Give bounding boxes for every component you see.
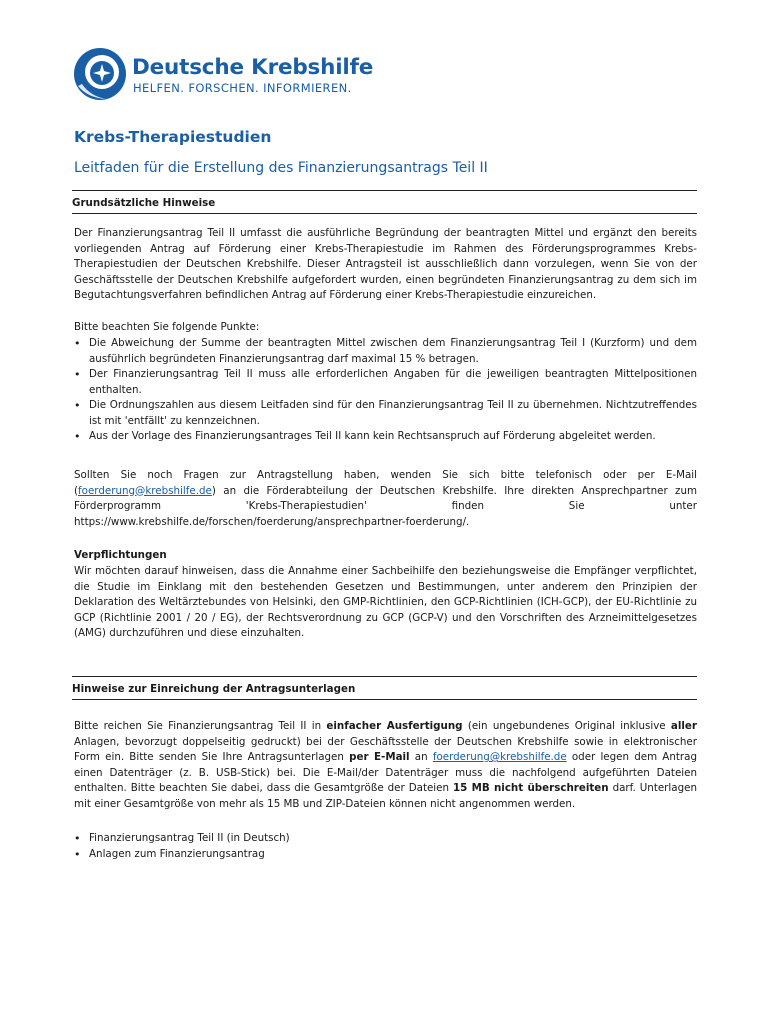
files-list (74, 831, 697, 862)
list-item: • Anlagen zum Finanzierungsantrag (74, 847, 697, 863)
contact-text-before: Sollten Sie noch Fragen zur Antragstellung haben, wenden Sie sich bitte telefonisch oder per E-Mail ( (74, 469, 697, 497)
section-heading-general: Grundsätzliche Hinweise (72, 190, 697, 214)
submission-emphasis-email: per E-Mail (349, 751, 410, 763)
logo (72, 46, 374, 102)
submission-text: an (409, 751, 433, 763)
list-item: • Finanzierungsantrag Teil II (in Deutsch) (74, 831, 697, 847)
logo-tagline: HELFEN. FORSCHEN. INFORMIEREN. (133, 81, 352, 95)
intro-paragraph: Der Finanzierungsantrag Teil II umfasst die ausführliche Begründung der beantragten Mittel und ergänzt den bereits vorliegenden Antrag auf Förderung einer Krebs-Therapiestudie im Rahmen des Förderungsprogrammes Krebs-Therapiestudien der Deutschen Krebshilfe. Dieser Antragsteil ist ausschließlich dann vorzulegen, wenn Sie von der Geschäftsstelle der Deutschen Krebshilfe aufgefordert wurden, einen begründeten Finanzierungsantrag zu dem sich im Begutachtungsverfahren befindlichen Antrag auf Förderung einer Krebs-Therapiestudie einzureichen. (74, 227, 697, 301)
page-subtitle: Leitfaden für die Erstellung des Finanzierungsantrags Teil II (74, 160, 488, 176)
submission-emphasis-copy: einfacher Ausfertigung (326, 720, 463, 732)
list-item: • Aus der Vorlage des Finanzierungsantrages Teil II kann kein Rechtsanspruch auf Förderung abgeleitet werden. (74, 429, 697, 445)
deutsche-krebshilfe-logo-icon (72, 46, 128, 102)
contact-email-link[interactable]: foerderung@krebshilfe.de (78, 484, 212, 497)
points-intro: Bitte beachten Sie folgende Punkte: (74, 321, 260, 333)
page-title: Krebs-Therapiestudien (74, 128, 272, 146)
points-list (74, 336, 697, 445)
contact-paragraph (74, 468, 697, 530)
submission-paragraph (74, 719, 697, 812)
submission-emphasis-all: aller (670, 720, 697, 732)
submission-email-link[interactable]: foerderung@krebshilfe.de (432, 751, 567, 763)
logo-name: Deutsche Krebshilfe (132, 55, 374, 80)
contact-text-after: ) an die Förderabteilung der Deutschen Krebshilfe. Ihre direkten Ansprechpartner zum Förderprogramm 'Krebs-Therapiestudien' finden Sie unter https://www.krebshilfe.de/forschen/foerderung/ansprechpartner-foerderung/. (74, 484, 697, 528)
submission-text: (ein ungebundenes Original inklusive (462, 720, 671, 732)
section-heading-submission: Hinweise zur Einreichung der Antragsunterlagen (72, 676, 697, 700)
list-item: • Die Abweichung der Summe der beantragten Mittel zwischen dem Finanzierungsantrag Teil I (Kurzform) und dem ausführlich begründeten Finanzierungsantrag darf maximal 15 % betragen. (74, 336, 697, 367)
submission-text: oder legen dem Antrag einen Datenträger (z. B. USB-Stick) bei. Die E-Mail/der Datenträger muss die nachfolgend aufgeführten Dateien enthalten. Bitte beachten Sie dabei, dass die Gesamtgröße der Dateien (74, 751, 697, 794)
submission-emphasis-size: 15 MB nicht überschreiten (453, 782, 609, 794)
list-item: • Der Finanzierungsantrag Teil II muss alle erforderlichen Angaben für die jeweiligen beantragten Mittelpositionen enthalten. (74, 367, 697, 398)
submission-text: Anlagen, bevorzugt doppelseitig gedruckt) bei der Geschäftsstelle der Deutschen Krebshilfe sowie in elektronischer Form ein. Bitte senden Sie Ihre Antragsunterlagen (74, 735, 697, 763)
submission-text: darf. Unterlagen mit einer Gesamtgröße von mehr als 15 MB und ZIP-Dateien können nicht angenommen werden. (74, 782, 697, 810)
obligations-paragraph: Wir möchten darauf hinweisen, dass die Annahme einer Sachbeihilfe den beziehungsweise die Empfänger verpflichtet, die Studie im Einklang mit den bestehenden Gesetzen und Bestimmungen, unter anderem den Prinzipien der Deklaration des Weltärztebundes von Helsinki, den GMP-Richtlinien, den GCP-Richtlinien (ICH-GCP), der EU-Richtlinie zu GCP (Richtlinie 2001 / 20 / EG), der Rechtsverordnung zu GCP (GCP-V) und den Vorschriften des Arzneimittelgesetzes (AMG) durchzuführen und diese einzuhalten. (74, 565, 697, 639)
submission-text: Bitte reichen Sie Finanzierungsantrag Teil II in (74, 720, 327, 732)
obligations-heading: Verpflichtungen (74, 549, 167, 561)
list-item: • Die Ordnungszahlen aus diesem Leitfaden sind für den Finanzierungsantrag Teil II zu übernehmen. Nichtzutreffendes ist mit 'entfällt' zu kennzeichnen. (74, 398, 697, 429)
